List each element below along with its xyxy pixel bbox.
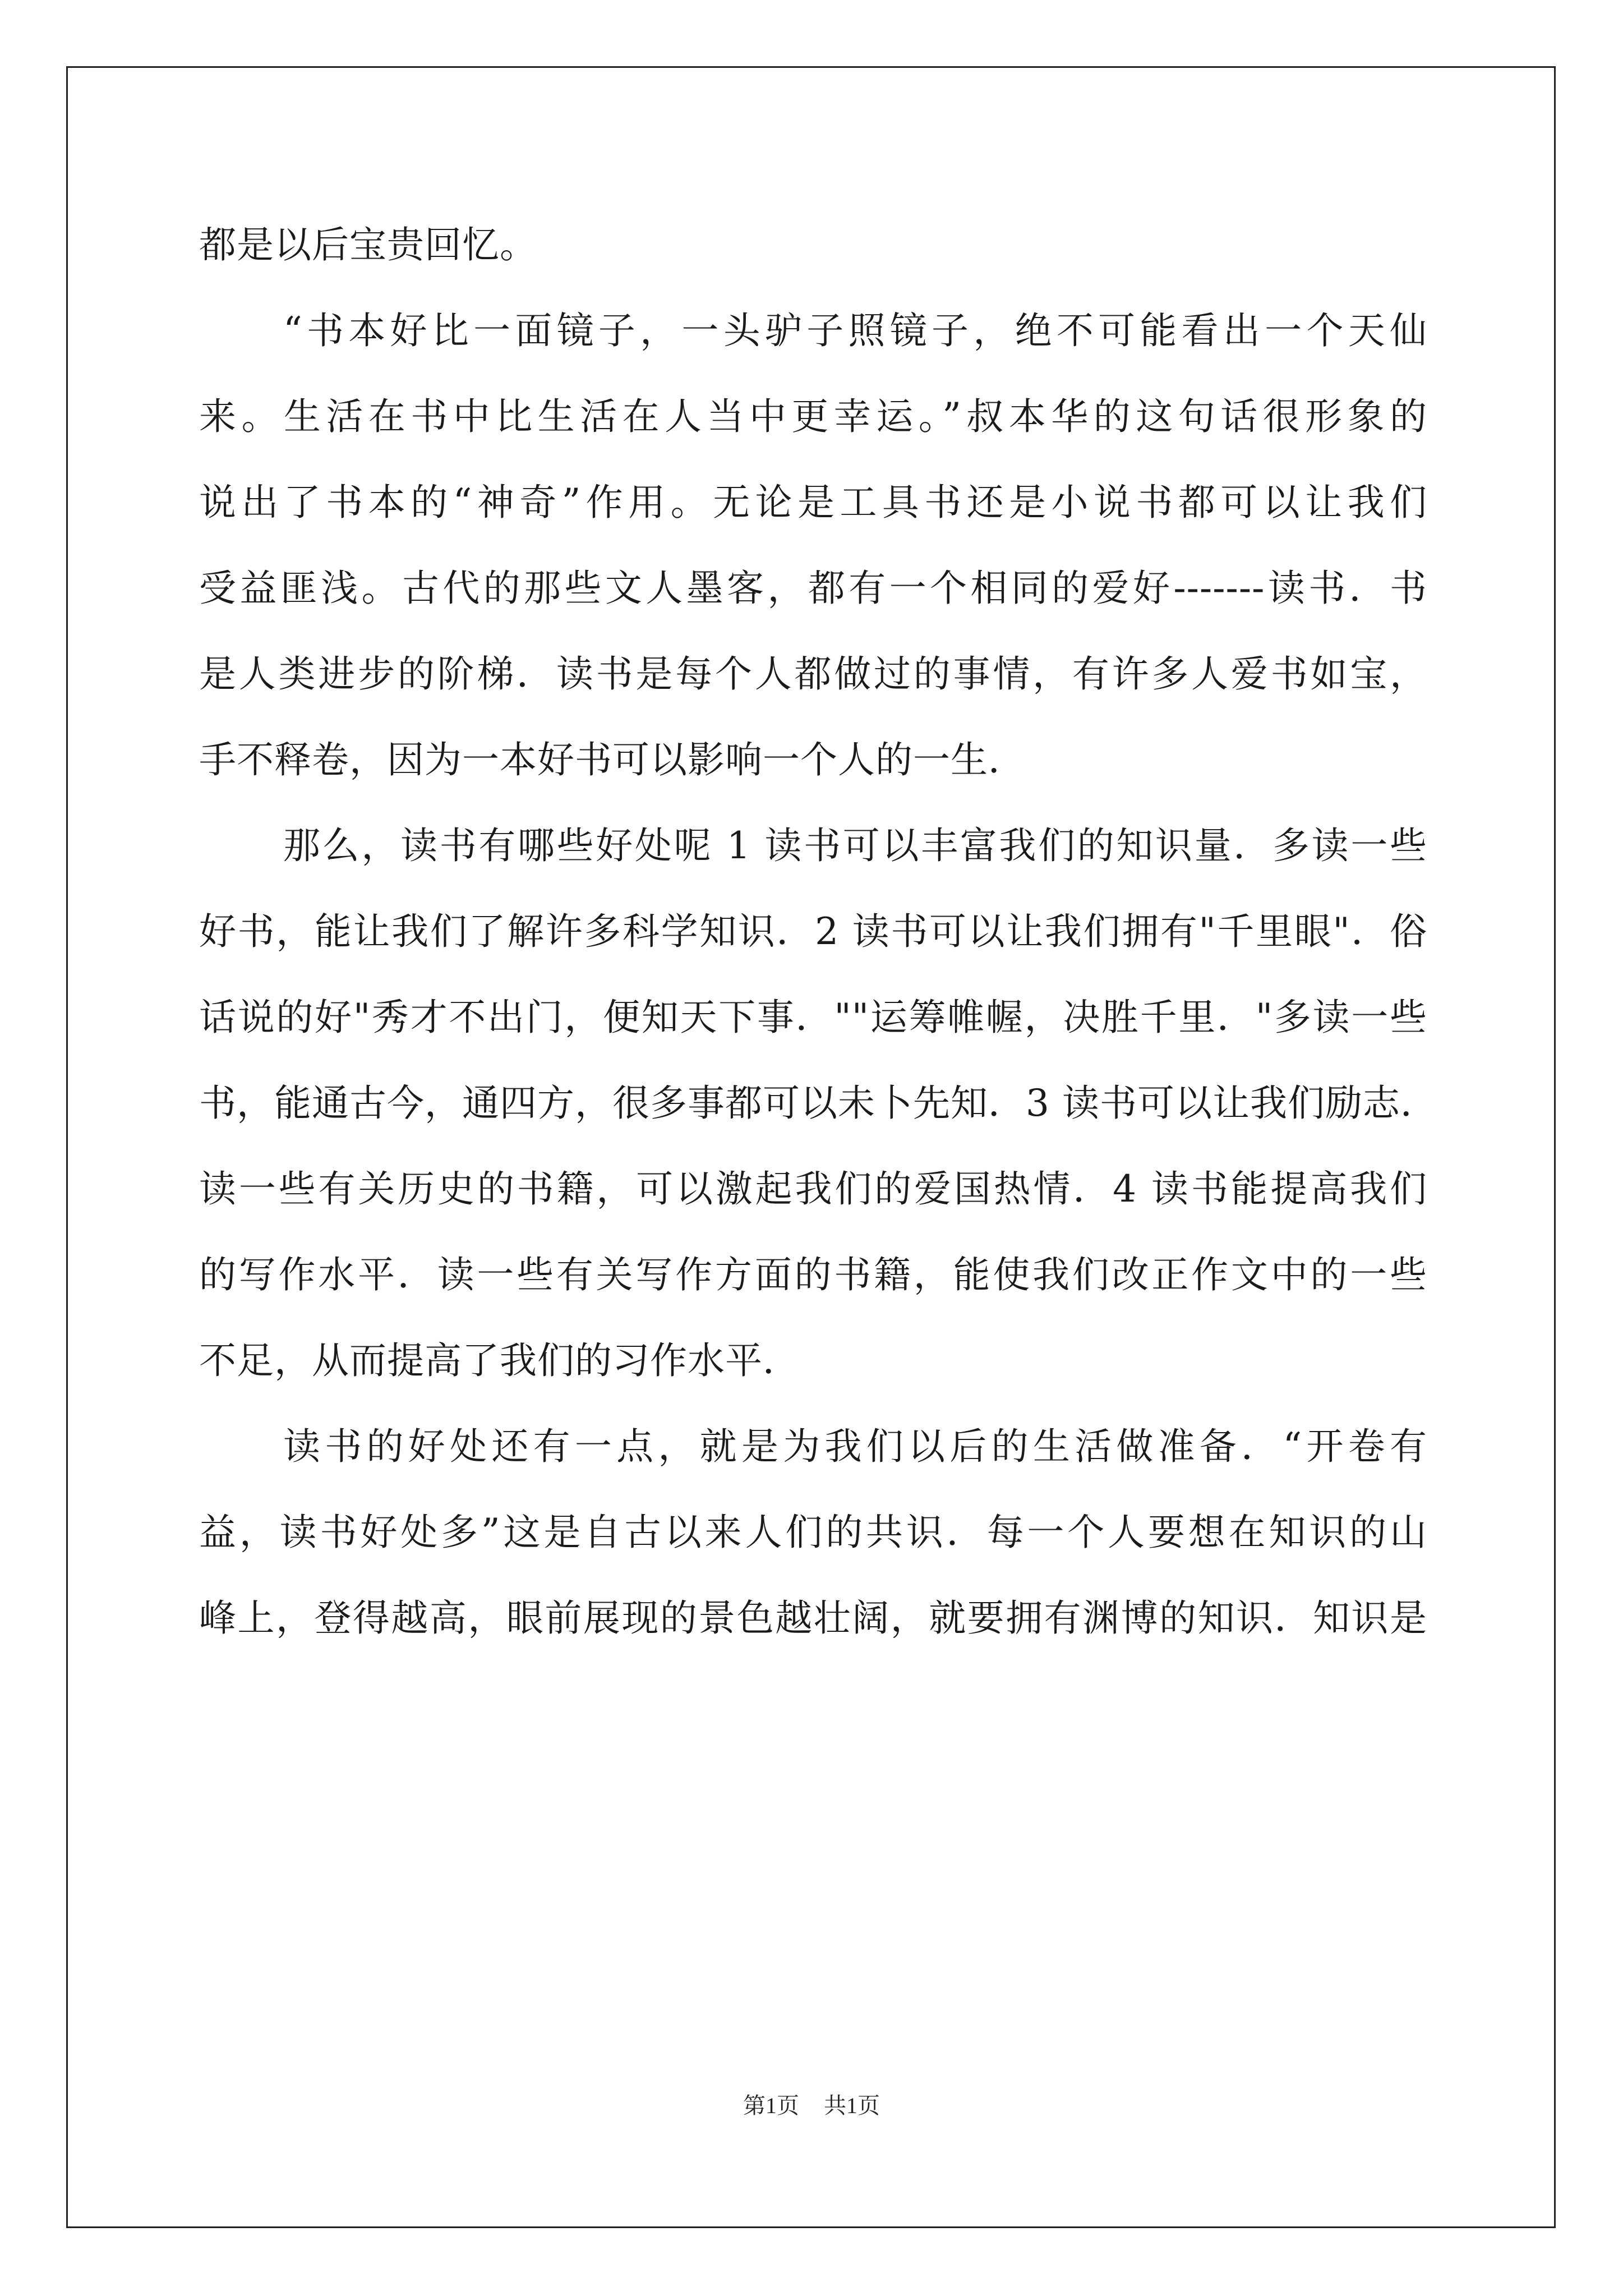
page-footer	[0, 2089, 1623, 2123]
text-line: 那么，读书有哪些好处呢 1 读书可以丰富我们的知识量．多读一些	[283, 824, 1427, 867]
text-line: 说出了书本的“神奇”作用。无论是工具书还是小说书都可以让我们	[199, 481, 1427, 524]
text-line: 读书的好处还有一点，就是为我们以后的生活做准备．“开卷有	[283, 1425, 1427, 1468]
text-line: 是人类进步的阶梯．读书是每个人都做过的事情，有许多人爱书如宝，	[199, 652, 1427, 696]
text-line: 好书，能让我们了解许多科学知识．2 读书可以让我们拥有"千里眼"．俗	[199, 910, 1427, 953]
page-total: 共1页	[824, 2093, 880, 2118]
text-line: 不足，从而提高了我们的习作水平．	[199, 1339, 800, 1382]
text-line: 读一些有关历史的书籍，可以激起我们的爱国热情．4 读书能提高我们	[199, 1167, 1427, 1211]
text-line: 益，读书好处多”这是自古以来人们的共识．每一个人要想在知识的山	[199, 1511, 1427, 1554]
text-line: 话说的好"秀才不出门，便知天下事．""运筹帷幄，决胜千里．"多读一些	[199, 996, 1427, 1039]
text-line: 受益匪浅。古代的那些文人墨客，都有一个相同的爱好-------读书．书	[199, 567, 1427, 610]
text-line: 来。生活在书中比生活在人当中更幸运。”叔本华的这句话很形象的	[199, 395, 1427, 438]
document-body	[199, 202, 1438, 1661]
page-number: 第1页	[743, 2093, 799, 2118]
text-line: 峰上，登得越高，眼前展现的景色越壮阔，就要拥有渊博的知识．知识是	[199, 1596, 1427, 1640]
text-line: 的写作水平．读一些有关写作方面的书籍，能使我们改正作文中的一些	[199, 1253, 1427, 1296]
text-line: 手不释卷，因为一本好书可以影响一个人的一生．	[199, 738, 1026, 781]
text-line: “书本好比一面镜子，一头驴子照镜子，绝不可能看出一个天仙	[283, 309, 1427, 352]
text-line: 书，能通古今，通四方，很多事都可以未卜先知．3 读书可以让我们励志．	[199, 1082, 1438, 1125]
text-line: 都是以后宝贵回忆。	[199, 223, 537, 266]
